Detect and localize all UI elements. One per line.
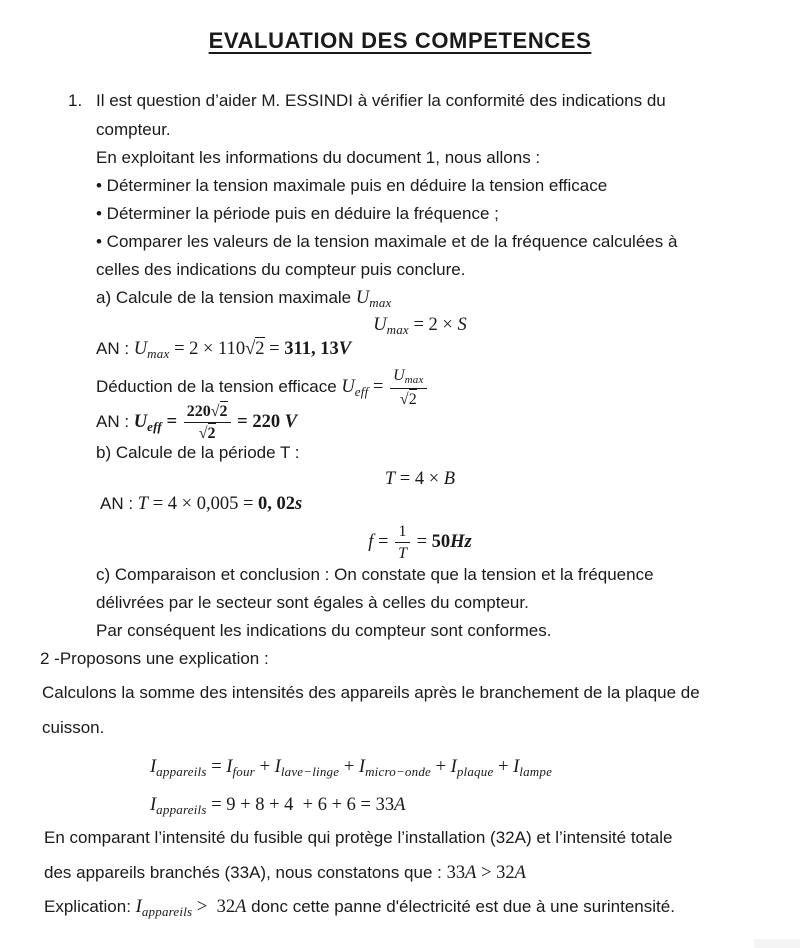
result-unit: V: [284, 411, 298, 432]
fraction-numerator: 1: [395, 522, 410, 543]
sqrt-radicand: 2: [219, 403, 228, 420]
fraction: [390, 366, 427, 409]
fraction-denominator: T: [398, 545, 407, 563]
sqrt-radicand: 2: [207, 425, 216, 443]
result-unit: Hz: [450, 531, 472, 552]
comparison-math: 33A > 32A: [446, 863, 526, 883]
explication-math: $I_{appareils} > 32A$: [135, 897, 247, 919]
an-label: AN :: [96, 339, 134, 358]
explication-line: [44, 894, 675, 925]
part-c-line3: Par conséquent les indications du compteur sont conformes.: [96, 621, 552, 640]
formula-period-an-math: T = 4 × 0,005 = 0, 02s: [137, 494, 303, 514]
result-value: 0, 02: [258, 494, 296, 514]
result-value: 220: [252, 411, 285, 432]
part-a-heading-text: a) Calcule de la tension maximale: [96, 288, 356, 307]
formula-intensites-somme: $I_{appareils} = I_{four} + I_{lave-linge} + I_{micro-onde} + I_{plaque} + I_{lampe}$: [150, 757, 553, 779]
formula-period-definition: T = 4 × B: [384, 469, 456, 489]
item1-line1-text: Il est question d’aider M. ESSINDI à vérifier la conformité des indications du: [96, 91, 666, 110]
bullet-comparer-1: • Comparer les valeurs de la tension maximale et de la fréquence calculées à: [96, 232, 678, 251]
fraction-numerator: $U_{max}$: [390, 366, 427, 389]
result-value: 311, 13: [284, 339, 339, 359]
fraction: [184, 402, 231, 443]
item1-line1: [68, 88, 666, 114]
section2-line2: cuisson.: [42, 718, 105, 737]
bullet-tension-maximale: • Déterminer la tension maximale puis en déduire la tension efficace: [96, 176, 608, 195]
item1-line3: En exploitant les informations du document 1, nous allons :: [96, 148, 541, 167]
fraction-denominator: [390, 389, 427, 409]
formula-ueff-an-math: $U_{eff}$ = $\frac{220√2}{√2}$ = 220 V: [133, 403, 298, 443]
formula-umax-an-math: $U_{max} = 2 \times 110√2 = 311$, 13V: [133, 339, 352, 361]
formula-umax-definition: $U_{max} = 2 \times S$: [373, 315, 467, 337]
math-term: $I_{four}$: [226, 757, 255, 779]
formula-intensites-valeurs: $I_{appareils} = 9 + 8 + 4 + 6 + 6 = 33A$: [150, 795, 406, 817]
formula-frequency: f = $\frac{1}{T}$ = 50Hz: [368, 523, 472, 563]
bullet-periode: • Déterminer la période puis en déduire la fréquence ;: [96, 204, 499, 223]
section2-line4-text: des appareils branchés (33A), nous constatons que :: [44, 863, 447, 882]
result-value: 50: [431, 531, 451, 552]
an-label: AN :: [100, 494, 138, 513]
math-term: $I_{micro-onde}$: [358, 757, 431, 779]
sqrt-symbol: √: [399, 391, 409, 409]
sqrt-radicand: 2: [255, 339, 265, 359]
math-term: $I_{lampe}$: [513, 757, 553, 779]
item1-line2: compteur.: [96, 120, 171, 139]
corner-ui-fragment: [754, 939, 800, 948]
part-c-line1: c) Comparaison et conclusion : On constate que la tension et la fréquence: [96, 565, 654, 584]
explication-text: donc cette panne d'électricité est due à une surintensité.: [246, 897, 675, 916]
section2-line4: [44, 860, 526, 886]
section2-line1: Calculons la somme des intensités des appareils après le branchement de la plaque de: [42, 683, 700, 702]
formula-ueff-math: $U_{eff}$ = $\frac{U_{max}}{√2}$: [341, 377, 428, 397]
formula-ueff-an: [96, 402, 297, 443]
result-unit: s: [295, 494, 303, 514]
fraction: [395, 522, 410, 563]
part-b-heading: b) Calcule de la période T :: [96, 443, 300, 462]
math-term: $I_{plaque}$: [450, 757, 494, 779]
section2-heading: 2 -Proposons une explication :: [40, 649, 269, 668]
fraction-numerator: 220√2: [184, 402, 231, 423]
part-c-line2: délivrées par le secteur sont égales à celles du compteur.: [96, 593, 529, 612]
list-number: 1.: [68, 91, 83, 110]
math-term: $I_{lave-linge}$: [274, 757, 340, 779]
result-unit: V: [338, 339, 352, 359]
deduction-text: Déduction de la tension efficace: [96, 376, 342, 396]
formula-period-an: [100, 491, 302, 517]
sqrt-radicand: 2: [408, 391, 417, 409]
math-umax: $U_{max}$: [355, 288, 392, 310]
explication-label: Explication:: [44, 897, 136, 916]
bullet-comparer-2: celles des indications du compteur puis conclure.: [96, 260, 466, 279]
sqrt-symbol: √: [198, 425, 208, 443]
an-label: AN :: [96, 411, 134, 431]
sqrt-symbol: √: [245, 339, 256, 359]
sqrt-symbol: √: [210, 403, 220, 420]
section2-line3: En comparant l’intensité du fusible qui protège l’installation (32A) et l’intensité totale: [44, 828, 673, 847]
formula-umax-an: [96, 336, 351, 367]
page-title: EVALUATION DES COMPETENCES: [208, 28, 592, 53]
result-unit: A: [394, 795, 406, 815]
